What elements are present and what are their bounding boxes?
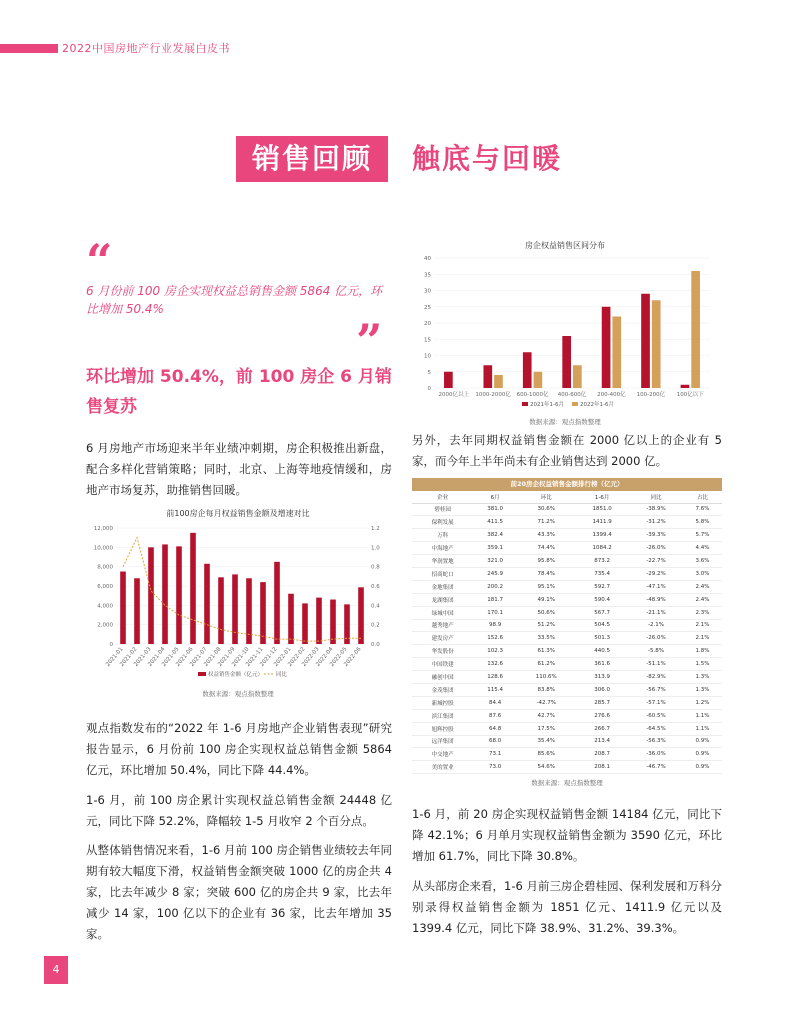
bar bbox=[316, 598, 322, 644]
company-name-cell: 华润置地 bbox=[412, 555, 473, 568]
table-header-cell: 1-6月 bbox=[575, 491, 629, 503]
pull-quote: 6 月份前 100 房企实现权益总销售金额 5864 亿元，环比增加 50.4% bbox=[86, 284, 383, 316]
subheading: 环比增加 50.4%，前 100 房企 6 月销售复苏 bbox=[86, 367, 392, 417]
paragraph-market: 6 月房地产市场迎来半年业绩冲刺期，房企积极推出新盘，配合多样化营销策略；同时，北京、上海等地疫情缓和，房地产市场复苏，助推销售回暖。 bbox=[86, 441, 392, 497]
table-cell: 83.8% bbox=[517, 683, 575, 696]
table-cell: 567.7 bbox=[575, 606, 629, 619]
table-row bbox=[412, 503, 722, 516]
table-cell: 87.6 bbox=[473, 709, 517, 722]
yoy-line bbox=[123, 538, 361, 641]
header-accent-bar bbox=[0, 44, 58, 53]
bar bbox=[641, 294, 650, 388]
paragraph-overview: 从整体销售情况来看，1-6 月前 100 房企销售业绩较去年同期有较大幅度下滑，权益销售金额突破 1000 亿的房企共 4 家，比去年减少 8 家；突破 600 亿的房企共 9 家，比去年减少 14 家，100 亿以下的企业有 36 家，比去年增加 35 家。 bbox=[86, 843, 392, 941]
table-cell: 42.7% bbox=[517, 709, 575, 722]
table-cell: 132.6 bbox=[473, 658, 517, 671]
quote-open-mark: “ bbox=[86, 234, 113, 288]
table-cell: 213.4 bbox=[575, 735, 629, 748]
table-header-cell: 环比 bbox=[517, 491, 575, 503]
table-cell: -82.9% bbox=[629, 671, 683, 684]
bar bbox=[274, 562, 280, 644]
company-name-cell: 美的置业 bbox=[412, 761, 473, 774]
table-cell: 2.4% bbox=[683, 593, 722, 606]
table-cell: 51.2% bbox=[517, 619, 575, 632]
header-title: 2022中国房地产行业发展白皮书 bbox=[62, 42, 230, 55]
x-tick: 2021-06 bbox=[175, 646, 195, 668]
section-title: 销售回顾 bbox=[236, 136, 388, 182]
table-cell: 54.6% bbox=[517, 761, 575, 774]
bar bbox=[162, 544, 168, 644]
table-cell: 43.3% bbox=[517, 529, 575, 542]
bar bbox=[444, 372, 453, 388]
table-cell: 200.2 bbox=[473, 580, 517, 593]
table-cell: 35.4% bbox=[517, 735, 575, 748]
company-name-cell: 龙湖集团 bbox=[412, 593, 473, 606]
y-tick-right: 1.2 bbox=[371, 526, 380, 532]
y-tick: 5 bbox=[427, 369, 431, 376]
bar bbox=[190, 533, 196, 644]
table-source: 数据来源：观点指数整理 bbox=[531, 779, 603, 788]
x-tick: 600-1000亿 bbox=[516, 392, 549, 398]
table-cell: 2.4% bbox=[683, 580, 722, 593]
table-row bbox=[412, 619, 722, 632]
table-cell: 590.4 bbox=[575, 593, 629, 606]
table-cell: 64.8 bbox=[473, 722, 517, 735]
table-cell: 152.6 bbox=[473, 632, 517, 645]
table-cell: 1399.4 bbox=[575, 529, 629, 542]
table-cell: 313.9 bbox=[575, 671, 629, 684]
table-cell: 361.6 bbox=[575, 658, 629, 671]
table-cell: 266.7 bbox=[575, 722, 629, 735]
table-cell: 68.0 bbox=[473, 735, 517, 748]
table-cell: 73.1 bbox=[473, 748, 517, 761]
table-cell: 306.0 bbox=[575, 683, 629, 696]
x-tick: 200-400亿 bbox=[597, 392, 626, 398]
chart-source: 数据来源：观点指数整理 bbox=[202, 690, 274, 698]
x-tick: 400-600亿 bbox=[557, 392, 587, 398]
table-cell: 95.8% bbox=[517, 555, 575, 568]
table-cell: -60.5% bbox=[629, 709, 683, 722]
bar bbox=[612, 317, 621, 389]
section-subtitle: 触底与回暖 bbox=[412, 142, 563, 175]
table-cell: 128.6 bbox=[473, 671, 517, 684]
table-header-cell: 占比 bbox=[683, 491, 722, 503]
table-row bbox=[412, 542, 722, 555]
legend-label: 2021年1-6月 bbox=[530, 402, 564, 408]
table-cell: -51.1% bbox=[629, 658, 683, 671]
table-cell: 17.5% bbox=[517, 722, 575, 735]
paragraph-report: 观点指数发布的“2022 年 1-6 月房地产企业销售表现”研究报告显示，6 月份前 100 房企实现权益总销售金额 5864 亿元，环比增加 50.4%，同比下降 44.4%。 bbox=[86, 721, 392, 777]
company-name-cell: 保利发展 bbox=[412, 516, 473, 529]
bar bbox=[523, 352, 532, 388]
page-number: 4 bbox=[44, 956, 68, 984]
table-cell: 30.6% bbox=[517, 503, 575, 516]
table-header-cell: 6月 bbox=[473, 491, 517, 503]
table-cell: 245.9 bbox=[473, 567, 517, 580]
x-tick: 100-200亿 bbox=[636, 392, 666, 398]
table-cell: -21.1% bbox=[629, 606, 683, 619]
table-cell: -42.7% bbox=[517, 696, 575, 709]
x-tick: 2022-03 bbox=[301, 646, 321, 668]
table-cell: 110.6% bbox=[517, 671, 575, 684]
company-name-cell: 华发股份 bbox=[412, 645, 473, 658]
company-name-cell: 旭辉控股 bbox=[412, 722, 473, 735]
company-name-cell: 金地集团 bbox=[412, 580, 473, 593]
bar bbox=[204, 564, 210, 644]
y-tick: 35 bbox=[424, 272, 431, 279]
table-row bbox=[412, 696, 722, 709]
x-tick: 2000亿以上 bbox=[438, 392, 469, 398]
table-cell: 181.7 bbox=[473, 593, 517, 606]
y-tick-right: 1.0 bbox=[371, 545, 380, 552]
y-tick-right: 0.8 bbox=[371, 564, 380, 571]
table-cell: 78.4% bbox=[517, 567, 575, 580]
table-cell: -38.9% bbox=[629, 503, 683, 516]
table-cell: 7.6% bbox=[683, 503, 722, 516]
table-cell: -29.2% bbox=[629, 567, 683, 580]
table-cell: 1.3% bbox=[683, 683, 722, 696]
paragraph-cumulative: 1-6 月，前 100 房企累计实现权益总销售金额 24448 亿元，同比下降 52.2%，降幅较 1-5 月收窄 2 个百分点。 bbox=[86, 793, 392, 828]
x-tick: 2021-10 bbox=[231, 646, 251, 668]
y-tick: 25 bbox=[424, 304, 431, 311]
x-tick: 2021-09 bbox=[217, 646, 237, 668]
table-cell: 0.9% bbox=[683, 748, 722, 761]
table-cell: -56.7% bbox=[629, 683, 683, 696]
table-cell: 50.6% bbox=[517, 606, 575, 619]
table-cell: -26.0% bbox=[629, 542, 683, 555]
x-tick: 2021-01 bbox=[105, 646, 125, 668]
table-cell: 285.7 bbox=[575, 696, 629, 709]
company-name-cell: 招商蛇口 bbox=[412, 567, 473, 580]
table-cell: 3.6% bbox=[683, 555, 722, 568]
table-cell: 440.5 bbox=[575, 645, 629, 658]
table-cell: 1851.0 bbox=[575, 503, 629, 516]
table-cell: 5.7% bbox=[683, 529, 722, 542]
bar bbox=[330, 600, 336, 644]
table-cell: 1.3% bbox=[683, 671, 722, 684]
table-row bbox=[412, 748, 722, 761]
y-tick-left: 2,000 bbox=[97, 622, 113, 629]
chart-title: 房企权益销售区间分布 bbox=[525, 241, 605, 250]
table-row bbox=[412, 606, 722, 619]
bar bbox=[602, 307, 611, 388]
table-cell: 382.4 bbox=[473, 529, 517, 542]
y-tick-right: 0.4 bbox=[371, 603, 380, 610]
table-cell: 1.1% bbox=[683, 709, 722, 722]
x-tick: 2021-07 bbox=[189, 646, 209, 668]
table-cell: 208.7 bbox=[575, 748, 629, 761]
bar bbox=[691, 271, 700, 388]
bar bbox=[562, 336, 571, 388]
table-cell: -57.1% bbox=[629, 696, 683, 709]
legend-label: 2022年1-6月 bbox=[580, 402, 614, 408]
table-cell: 0.9% bbox=[683, 761, 722, 774]
company-name-cell: 中交地产 bbox=[412, 748, 473, 761]
bar bbox=[302, 603, 308, 644]
x-tick: 2021-11 bbox=[245, 646, 265, 668]
legend-swatch bbox=[198, 672, 206, 676]
table-cell: -64.5% bbox=[629, 722, 683, 735]
x-tick: 2021-03 bbox=[133, 646, 153, 668]
x-tick: 2022-05 bbox=[329, 646, 349, 668]
y-tick: 10 bbox=[424, 353, 431, 360]
table-cell: 71.2% bbox=[517, 516, 575, 529]
bar bbox=[218, 577, 224, 644]
company-name-cell: 建发房产 bbox=[412, 632, 473, 645]
table-cell: 102.3 bbox=[473, 645, 517, 658]
bar bbox=[358, 587, 364, 644]
table-cell: 115.4 bbox=[473, 683, 517, 696]
legend-label: 同比 bbox=[276, 672, 288, 678]
y-tick: 0 bbox=[427, 386, 431, 392]
y-tick-left: 6,000 bbox=[97, 584, 113, 590]
table-row bbox=[412, 645, 722, 658]
table-header-cell: 企业 bbox=[412, 491, 473, 503]
quote-close-mark: ” bbox=[356, 314, 383, 368]
bar bbox=[534, 372, 543, 388]
table-cell: 2.1% bbox=[683, 619, 722, 632]
table-cell: 501.3 bbox=[575, 632, 629, 645]
table-cell: 0.9% bbox=[683, 735, 722, 748]
company-name-cell: 新城控股 bbox=[412, 696, 473, 709]
table-cell: 411.5 bbox=[473, 516, 517, 529]
table-row bbox=[412, 709, 722, 722]
y-tick-right: 0.6 bbox=[371, 584, 380, 590]
table-cell: 33.5% bbox=[517, 632, 575, 645]
paragraph-top20: 1-6 月，前 20 房企实现权益销售金额 14184 亿元，同比下降 42.1%；6 月单月实现权益销售金额为 3590 亿元，环比增加 61.7%，同比下降 30.8%。 bbox=[412, 807, 722, 863]
table-cell: -26.0% bbox=[629, 632, 683, 645]
x-tick: 2022-04 bbox=[315, 646, 335, 668]
table-row bbox=[412, 555, 722, 568]
chart-title: 前100房企每月权益销售金额及增速对比 bbox=[166, 509, 310, 518]
ranking-table bbox=[412, 478, 722, 787]
company-name-cell: 融创中国 bbox=[412, 671, 473, 684]
table-row bbox=[412, 580, 722, 593]
table-cell: -48.9% bbox=[629, 593, 683, 606]
bar bbox=[176, 546, 182, 644]
company-name-cell: 中海地产 bbox=[412, 542, 473, 555]
table-cell: -5.8% bbox=[629, 645, 683, 658]
table-cell: -39.3% bbox=[629, 529, 683, 542]
x-tick: 1000-2000亿 bbox=[475, 392, 511, 398]
sales-distribution-chart bbox=[412, 236, 718, 430]
y-tick: 40 bbox=[424, 256, 431, 262]
bar bbox=[652, 300, 661, 388]
y-tick: 30 bbox=[424, 288, 431, 295]
bar bbox=[494, 375, 503, 388]
bar bbox=[288, 594, 294, 644]
table-row bbox=[412, 658, 722, 671]
x-tick: 2022-01 bbox=[273, 646, 293, 668]
table-row bbox=[412, 593, 722, 606]
company-name-cell: 绿城中国 bbox=[412, 606, 473, 619]
table-title: 前20房企权益销售金额排行榜（亿元） bbox=[412, 478, 722, 491]
table-cell: 170.1 bbox=[473, 606, 517, 619]
x-tick: 2021-04 bbox=[147, 646, 167, 668]
table-cell: 85.6% bbox=[517, 748, 575, 761]
table-cell: 74.4% bbox=[517, 542, 575, 555]
x-tick: 2021-12 bbox=[259, 646, 279, 668]
table-cell: -31.2% bbox=[629, 516, 683, 529]
table-cell: 84.4 bbox=[473, 696, 517, 709]
table-cell: 61.2% bbox=[517, 658, 575, 671]
table-cell: 73.0 bbox=[473, 761, 517, 774]
table-cell: 359.1 bbox=[473, 542, 517, 555]
y-tick-left: 12,000 bbox=[93, 526, 113, 532]
table-cell: 5.8% bbox=[683, 516, 722, 529]
table-cell: 1084.2 bbox=[575, 542, 629, 555]
chart-source: 数据来源：观点指数整理 bbox=[529, 418, 601, 426]
table-row bbox=[412, 761, 722, 774]
bar bbox=[260, 582, 266, 644]
table-header-cell: 同比 bbox=[629, 491, 683, 503]
y-tick: 20 bbox=[424, 321, 431, 327]
bar bbox=[483, 365, 492, 388]
company-name-cell: 金茂集团 bbox=[412, 683, 473, 696]
table-cell: 208.1 bbox=[575, 761, 629, 774]
table-cell: 321.0 bbox=[473, 555, 517, 568]
table-cell: -46.7% bbox=[629, 761, 683, 774]
legend-swatch bbox=[522, 402, 528, 406]
table-cell: 1.1% bbox=[683, 722, 722, 735]
x-tick: 2022-02 bbox=[287, 646, 307, 668]
table-cell: -36.0% bbox=[629, 748, 683, 761]
table-row bbox=[412, 529, 722, 542]
table-cell: 1.5% bbox=[683, 658, 722, 671]
table-cell: 2.3% bbox=[683, 606, 722, 619]
table-cell: -56.3% bbox=[629, 735, 683, 748]
table-cell: 61.3% bbox=[517, 645, 575, 658]
legend-swatch bbox=[572, 402, 578, 406]
table-row bbox=[412, 567, 722, 580]
monthly-sales-chart bbox=[86, 506, 390, 702]
table-cell: -22.7% bbox=[629, 555, 683, 568]
table-row bbox=[412, 671, 722, 684]
table-cell: 1.2% bbox=[683, 696, 722, 709]
table-cell: 735.4 bbox=[575, 567, 629, 580]
bar bbox=[134, 578, 140, 644]
table-cell: -47.1% bbox=[629, 580, 683, 593]
table-row bbox=[412, 722, 722, 735]
table-cell: 98.9 bbox=[473, 619, 517, 632]
bar bbox=[148, 547, 154, 644]
table-cell: 592.7 bbox=[575, 580, 629, 593]
table-row bbox=[412, 632, 722, 645]
company-name-cell: 中国铁建 bbox=[412, 658, 473, 671]
y-tick-right: 0.0 bbox=[371, 642, 380, 648]
bar bbox=[120, 572, 126, 645]
y-tick-right: 0.2 bbox=[371, 622, 380, 629]
bar bbox=[573, 365, 582, 388]
company-name-cell: 碧桂园 bbox=[412, 503, 473, 516]
x-tick: 2022-06 bbox=[343, 646, 363, 668]
table-cell: 3.0% bbox=[683, 567, 722, 580]
bar bbox=[232, 574, 238, 644]
table-cell: 276.6 bbox=[575, 709, 629, 722]
y-tick: 15 bbox=[424, 337, 431, 344]
company-name-cell: 越秀地产 bbox=[412, 619, 473, 632]
paragraph-last-year: 另外，去年同期权益销售金额在 2000 亿以上的企业有 5 家，而今年上半年尚未有企业销售达到 2000 亿。 bbox=[412, 433, 722, 468]
bar bbox=[681, 385, 690, 388]
y-tick-left: 4,000 bbox=[97, 603, 113, 610]
table-cell: 381.0 bbox=[473, 503, 517, 516]
table-cell: 504.5 bbox=[575, 619, 629, 632]
company-name-cell: 远洋集团 bbox=[412, 735, 473, 748]
table-cell: -2.1% bbox=[629, 619, 683, 632]
company-name-cell: 滨江集团 bbox=[412, 709, 473, 722]
table-cell: 873.2 bbox=[575, 555, 629, 568]
table-cell: 1.8% bbox=[683, 645, 722, 658]
y-tick-left: 8,000 bbox=[97, 564, 113, 571]
table-cell: 4.4% bbox=[683, 542, 722, 555]
table-cell: 95.1% bbox=[517, 580, 575, 593]
paragraph-top3: 从头部房企来看，1-6 月前三房企碧桂园、保利发展和万科分别录得权益销售金额为 1851 亿元、1411.9 亿元以及 1399.4 亿元，同比下降 38.9%、31.2%、39.3%。 bbox=[412, 879, 722, 935]
x-tick: 2021-08 bbox=[203, 646, 223, 668]
y-tick-left: 10,000 bbox=[93, 545, 113, 552]
table-row bbox=[412, 683, 722, 696]
table-cell: 1411.9 bbox=[575, 516, 629, 529]
table-cell: 49.1% bbox=[517, 593, 575, 606]
x-tick: 2021-05 bbox=[161, 646, 181, 668]
x-tick: 2021-02 bbox=[119, 646, 139, 668]
x-tick: 100亿以下 bbox=[676, 392, 704, 398]
table-row bbox=[412, 516, 722, 529]
legend-label: 权益销售金额（亿元） bbox=[208, 672, 264, 678]
company-name-cell: 万科 bbox=[412, 529, 473, 542]
table-row bbox=[412, 735, 722, 748]
table-cell: 2.1% bbox=[683, 632, 722, 645]
y-tick-left: 0 bbox=[109, 642, 113, 648]
